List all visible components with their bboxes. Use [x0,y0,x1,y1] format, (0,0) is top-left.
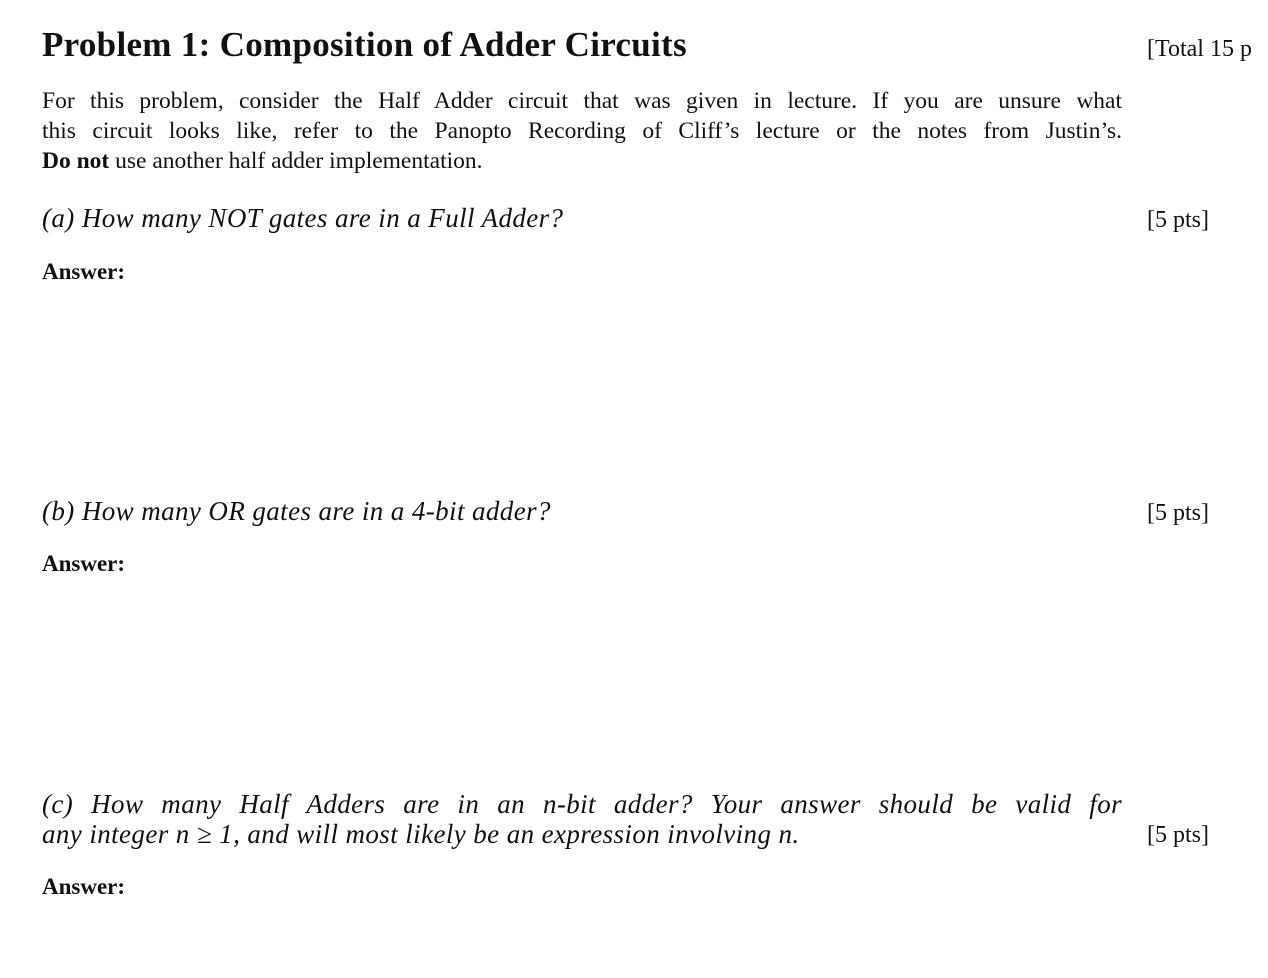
part-a-label: (a) [42,203,75,233]
part-b-answer-area[interactable] [42,584,1122,774]
part-a-answer-area[interactable] [42,292,1122,482]
part-c-line-2 [42,819,1122,849]
part-b-points: [5 pts] [1147,500,1209,526]
part-c-text-2b: , and will most likely be an expression involving n. [233,819,800,849]
part-a-text: How many NOT gates are in a Full Adder? [81,203,564,233]
intro-line-1: For this problem, consider the Half Adder circuit that was given in lecture. If you are unsure what [42,88,1122,114]
part-a-question [42,203,563,233]
problem-intro [42,86,1122,176]
part-b-question [42,496,551,526]
part-b-label: (b) [42,496,75,526]
part-c-points: [5 pts] [1147,822,1209,848]
intro-emphasis: Do not [42,148,110,174]
part-c-answer-area[interactable] [42,907,1122,967]
total-points: [Total 15 p [1147,36,1252,62]
part-a-answer-label: Answer: [42,259,126,284]
part-b-text: How many OR gates are in a 4-bit adder? [81,496,551,526]
part-b-answer-label: Answer: [42,551,126,576]
problem-title: Problem 1: Composition of Adder Circuits [42,25,687,64]
part-c-text-1: How many Half Adders are in an n-bit adder? Your answer should be valid for [91,789,1122,819]
intro-line-3-rest: use another half adder implementation. [109,148,483,174]
part-c-label: (c) [42,789,74,819]
part-a-points: [5 pts] [1147,207,1209,233]
part-c-answer-label: Answer: [42,874,126,899]
intro-line-2: this circuit looks like, refer to the Panopto Recording of Cliff’s lecture or the notes from Justin’s. [42,118,1122,144]
part-c-line-1 [42,789,1122,819]
part-c-question [42,789,1122,849]
part-c-math: n ≥ 1 [175,819,234,849]
intro-line-3 [42,146,1122,176]
part-c-text-2a: any integer [42,819,176,849]
